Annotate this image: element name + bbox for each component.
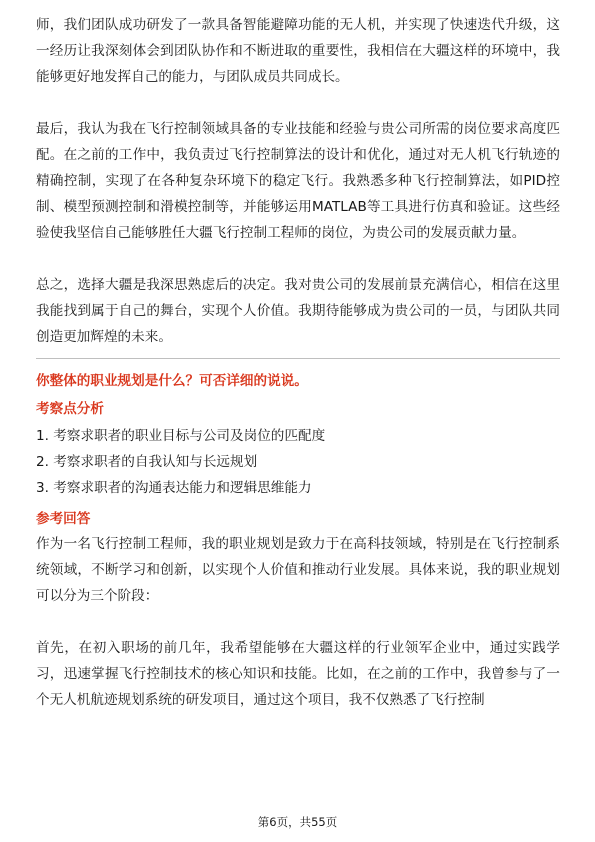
page-footer: 第6页，共55页 [257, 815, 338, 829]
analysis-point: 3. 考察求职者的沟通表达能力和逻辑思维能力 [36, 480, 312, 496]
section-divider [36, 358, 560, 359]
answer-paragraph-intro: 作为一名飞行控制工程师，我的职业规划是致力于在高科技领域，特别是在飞行控制系统领域，不断学习和创新，以实现个人价值和推动行业发展。具体来说，我的职业规划可以分为三个阶段： [36, 536, 560, 604]
paragraph-gap [36, 609, 560, 635]
document-page [36, 12, 560, 713]
analysis-points-list [36, 423, 560, 501]
paragraph-gap [36, 246, 560, 272]
paragraph-skills-match: 最后，我认为我在飞行控制领域具备的专业技能和经验与贵公司所需的岗位要求高度匹配。在之前的工作中，我负责过飞行控制算法的设计和优化，通过对无人机飞行轨迹的精确控制，实现了在各种复杂环境下的稳定飞行。我熟悉多种飞行控制算法，如PID控制、模型预测控制和滑模控制等，并能够运用MATLAB等工具进行仿真和验证。这些经验使我坚信自己能够胜任大疆飞行控制工程师的岗位，为贵公司的发展贡献力量。 [36, 121, 560, 241]
interview-question: 你整体的职业规划是什么？可否详细的说说。 [36, 373, 308, 389]
paragraph-gap [36, 90, 560, 116]
analysis-heading: 考察点分析 [36, 401, 104, 417]
analysis-point: 2. 考察求职者的自我认知与长远规划 [36, 454, 258, 470]
paragraph-motivation-teamwork: 师，我们团队成功研发了一款具备智能避障功能的无人机，并实现了快速迭代升级，这一经历让我深刻体会到团队协作和不断进取的重要性，我相信在大疆这样的环境中，我能够更好地发挥自己的能力，与团队成员共同成长。 [36, 17, 560, 85]
answer-heading: 参考回答 [36, 511, 91, 527]
answer-paragraph-stage-one: 首先，在初入职场的前几年，我希望能够在大疆这样的行业领军企业中，通过实践学习，迅速掌握飞行控制技术的核心知识和技能。比如，在之前的工作中，我曾参与了一个无人机航迹规划系统的研发项目，通过这个项目，我不仅熟悉了飞行控制 [36, 640, 560, 708]
paragraph-conclusion: 总之，选择大疆是我深思熟虑后的决定。我对贵公司的发展前景充满信心，相信在这里我能找到属于自己的舞台，实现个人价值。我期待能够成为贵公司的一员，与团队共同创造更加辉煌的未来。 [36, 277, 560, 345]
analysis-point: 1. 考察求职者的职业目标与公司及岗位的匹配度 [36, 428, 326, 444]
